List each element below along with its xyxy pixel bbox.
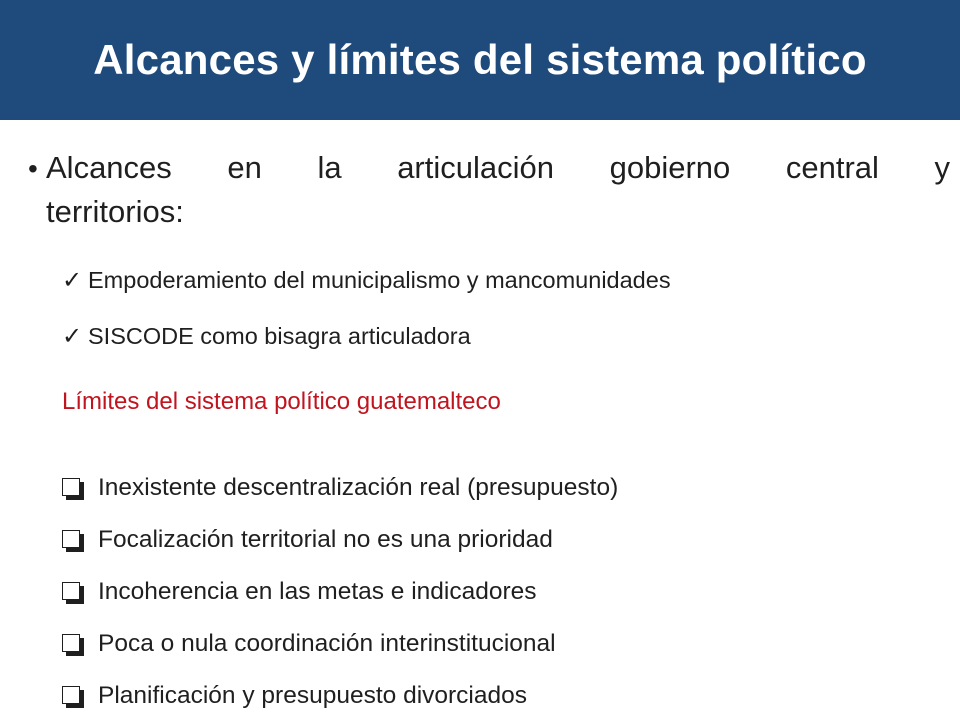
checkbox-icon (62, 634, 82, 654)
checkbox-icon (62, 686, 82, 706)
check-item (62, 308, 671, 364)
checkbox-icon (62, 478, 82, 498)
limit-item-label: Poca o nula coordinación interinstitucional (98, 630, 556, 657)
limits-list (62, 462, 618, 722)
check-list (62, 252, 671, 364)
checkmark-icon: ✓ (62, 322, 83, 350)
limit-item (62, 670, 618, 722)
title-bar (0, 0, 960, 120)
main-bullet-text (46, 146, 950, 234)
limit-item-label: Inexistente descentralización real (presupuesto) (98, 474, 619, 501)
limit-item (62, 566, 618, 618)
check-item (62, 252, 671, 308)
bullet-dot-icon: • (28, 153, 38, 184)
slide-title: Alcances y límites del sistema político (93, 36, 867, 83)
main-bullet-line2: territorios: (46, 194, 184, 229)
checkbox-icon (62, 582, 82, 602)
limit-item-label: Focalización territorial no es una prioridad (98, 526, 553, 553)
limit-item (62, 514, 618, 566)
checkmark-icon: ✓ (62, 266, 83, 294)
check-item-label: Empoderamiento del municipalismo y mancomunidades (88, 266, 671, 293)
main-bullet-line1: Alcances en la articulación gobierno central y (46, 150, 950, 185)
limit-item-label: Planificación y presupuesto divorciados (98, 682, 527, 709)
limit-item (62, 618, 618, 670)
checkbox-icon (62, 530, 82, 550)
limit-item-label: Incoherencia en las metas e indicadores (98, 578, 537, 605)
main-bullet (28, 146, 950, 234)
limits-heading: Límites del sistema político guatemalteco (62, 388, 501, 415)
limit-item (62, 462, 618, 514)
check-item-label: SISCODE como bisagra articuladora (88, 322, 471, 349)
